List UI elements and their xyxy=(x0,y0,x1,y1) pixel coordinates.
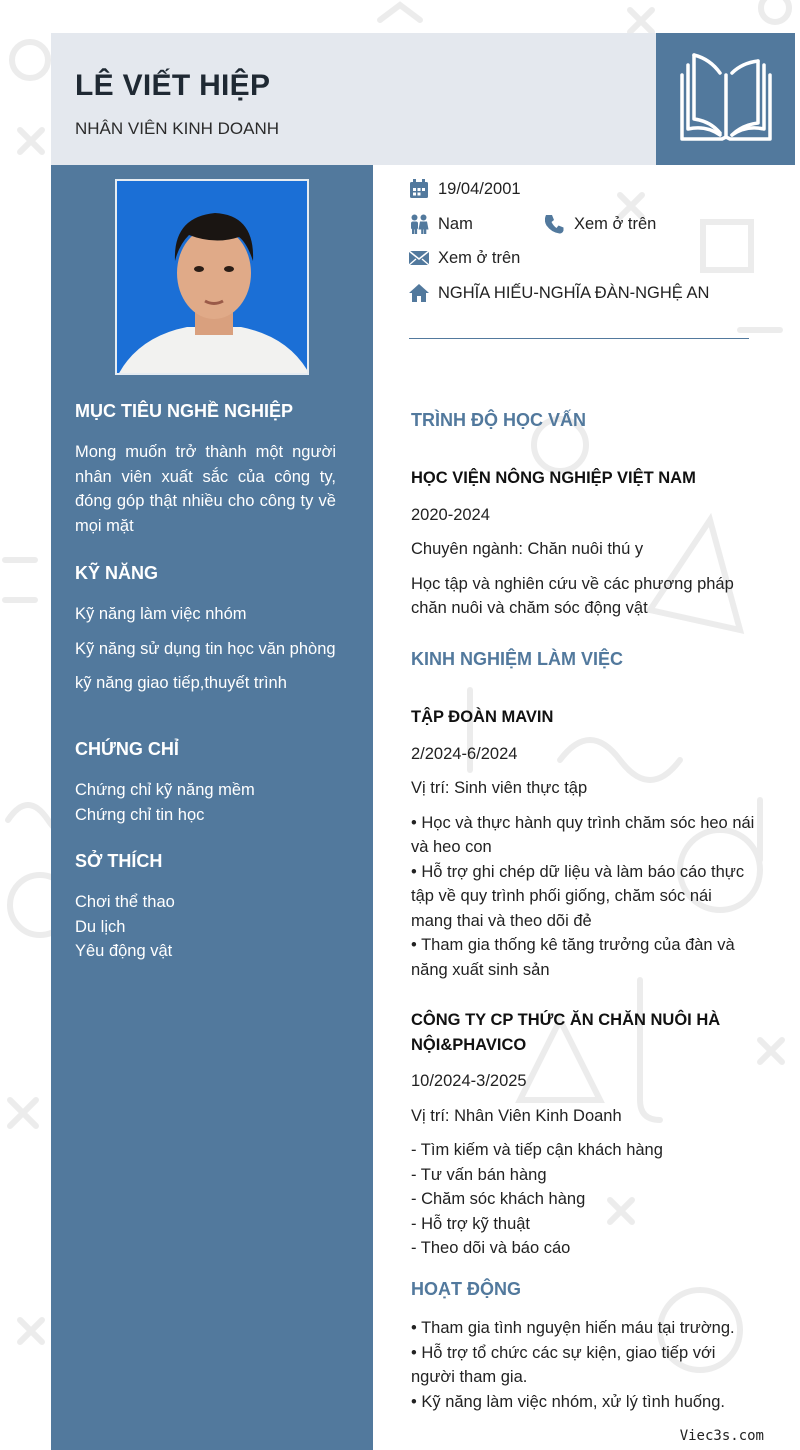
education-major: Chuyên ngành: Chăn nuôi thú y xyxy=(411,540,644,558)
objective-section xyxy=(75,401,336,538)
job-bullet: - Tư vấn bán hàng xyxy=(411,1165,547,1184)
job-bullet: • Học và thực hành quy trình chăm sóc heo nái và heo con xyxy=(411,813,755,856)
certificates-section xyxy=(75,739,336,827)
contact-gender xyxy=(409,214,473,234)
experience-heading: KINH NGHIỆM LÀM VIỆC xyxy=(411,649,624,669)
profile-photo xyxy=(115,179,309,375)
email-text: Xem ở trên xyxy=(438,248,521,267)
objective-heading: MỤC TIÊU NGHỀ NGHIỆP xyxy=(75,401,294,421)
activity-item: • Hỗ trợ tổ chức các sự kiện, giao tiếp với người tham gia. xyxy=(411,1343,716,1386)
hobbies-section xyxy=(75,851,336,964)
activity-item: • Tham gia tình nguyện hiến máu tại trường. xyxy=(411,1319,735,1337)
school-name: HỌC VIỆN NÔNG NGHIỆP VIỆT NAM xyxy=(411,469,696,487)
contact-dob xyxy=(409,179,521,199)
sidebar xyxy=(51,165,373,1450)
people-icon xyxy=(409,214,429,234)
certificate-item: Chứng chỉ kỹ năng mềm xyxy=(75,781,255,799)
education-block xyxy=(411,466,756,621)
job-bullet: - Chăm sóc khách hàng xyxy=(411,1190,586,1208)
contact-email xyxy=(409,248,520,268)
education-heading: TRÌNH ĐỘ HỌC VẤN xyxy=(411,410,586,430)
phone-icon xyxy=(545,214,565,234)
job-position: Vị trí: Sinh viên thực tập xyxy=(411,779,588,797)
contact-divider xyxy=(409,338,749,339)
watermark-text: Viec3s.com xyxy=(679,1428,764,1444)
education-description: Học tập và nghiên cứu về các phương pháp chăn nuôi và chăm sóc động vật xyxy=(411,574,734,617)
hobby-item: Yêu động vật xyxy=(75,942,173,960)
certificates-heading: CHỨNG CHỈ xyxy=(75,739,179,759)
company-name: TẬP ĐOÀN MAVIN xyxy=(411,708,554,726)
hobbies-heading: SỞ THÍCH xyxy=(75,851,163,871)
education-period: 2020-2024 xyxy=(411,505,490,524)
job-entry xyxy=(411,1008,756,1261)
job-bullet: - Hỗ trợ kỹ thuật xyxy=(411,1214,531,1233)
job-period: 10/2024-3/2025 xyxy=(411,1072,527,1090)
job-period: 2/2024-6/2024 xyxy=(411,744,518,763)
address-text: NGHĨA HIẾU-NGHĨA ĐÀN-NGHỆ AN xyxy=(438,283,710,302)
job-bullet: • Tham gia thống kê tăng trưởng của đàn và năng xuất sinh sản xyxy=(411,936,735,979)
activities-block xyxy=(411,1316,756,1414)
skill-item: Kỹ năng làm việc nhóm xyxy=(75,605,247,623)
gender-text: Nam xyxy=(438,214,473,233)
skill-item: Kỹ năng sử dụng tin học văn phòng xyxy=(75,639,336,658)
header-banner xyxy=(51,33,656,165)
certificate-item: Chứng chỉ tin học xyxy=(75,805,205,824)
skills-heading: KỸ NĂNG xyxy=(75,563,159,583)
activity-item: • Kỹ năng làm việc nhóm, xử lý tình huống. xyxy=(411,1392,725,1411)
contact-phone xyxy=(545,214,656,234)
envelope-icon xyxy=(409,248,429,268)
dob-text: 19/04/2001 xyxy=(438,179,521,198)
objective-text: Mong muốn trở thành một người nhân viên xuất sắc của công ty, đóng góp thật nhiều cho công ty về mọi mặt xyxy=(75,443,336,535)
hobby-item: Chơi thể thao xyxy=(75,893,175,911)
job-bullet: • Hỗ trợ ghi chép dữ liệu và làm báo cáo thực tập về quy trình phối giống, chăm sóc nái mang thai và theo dõi đẻ xyxy=(411,862,745,930)
job-title: NHÂN VIÊN KINH DOANH xyxy=(75,119,280,138)
skills-section xyxy=(75,563,336,696)
contact-address xyxy=(409,283,709,303)
skill-item: kỹ năng giao tiếp,thuyết trình xyxy=(75,674,287,692)
open-book-icon xyxy=(678,51,774,143)
hobby-item: Du lịch xyxy=(75,917,126,936)
calendar-icon xyxy=(409,179,429,199)
book-icon-box xyxy=(656,33,795,165)
job-bullet: - Theo dõi và báo cáo xyxy=(411,1239,571,1257)
phone-text: Xem ở trên xyxy=(574,214,657,233)
activities-heading: HOẠT ĐỘNG xyxy=(411,1279,521,1299)
candidate-name: LÊ VIẾT HIỆP xyxy=(75,69,271,102)
company-name: CÔNG TY CP THỨC ĂN CHĂN NUÔI HÀ NỘI&PHAVICO xyxy=(411,1011,721,1054)
job-entry xyxy=(411,705,756,982)
job-bullet: - Tìm kiếm và tiếp cận khách hàng xyxy=(411,1141,663,1159)
job-position: Vị trí: Nhân Viên Kinh Doanh xyxy=(411,1106,622,1125)
home-icon xyxy=(409,283,429,303)
